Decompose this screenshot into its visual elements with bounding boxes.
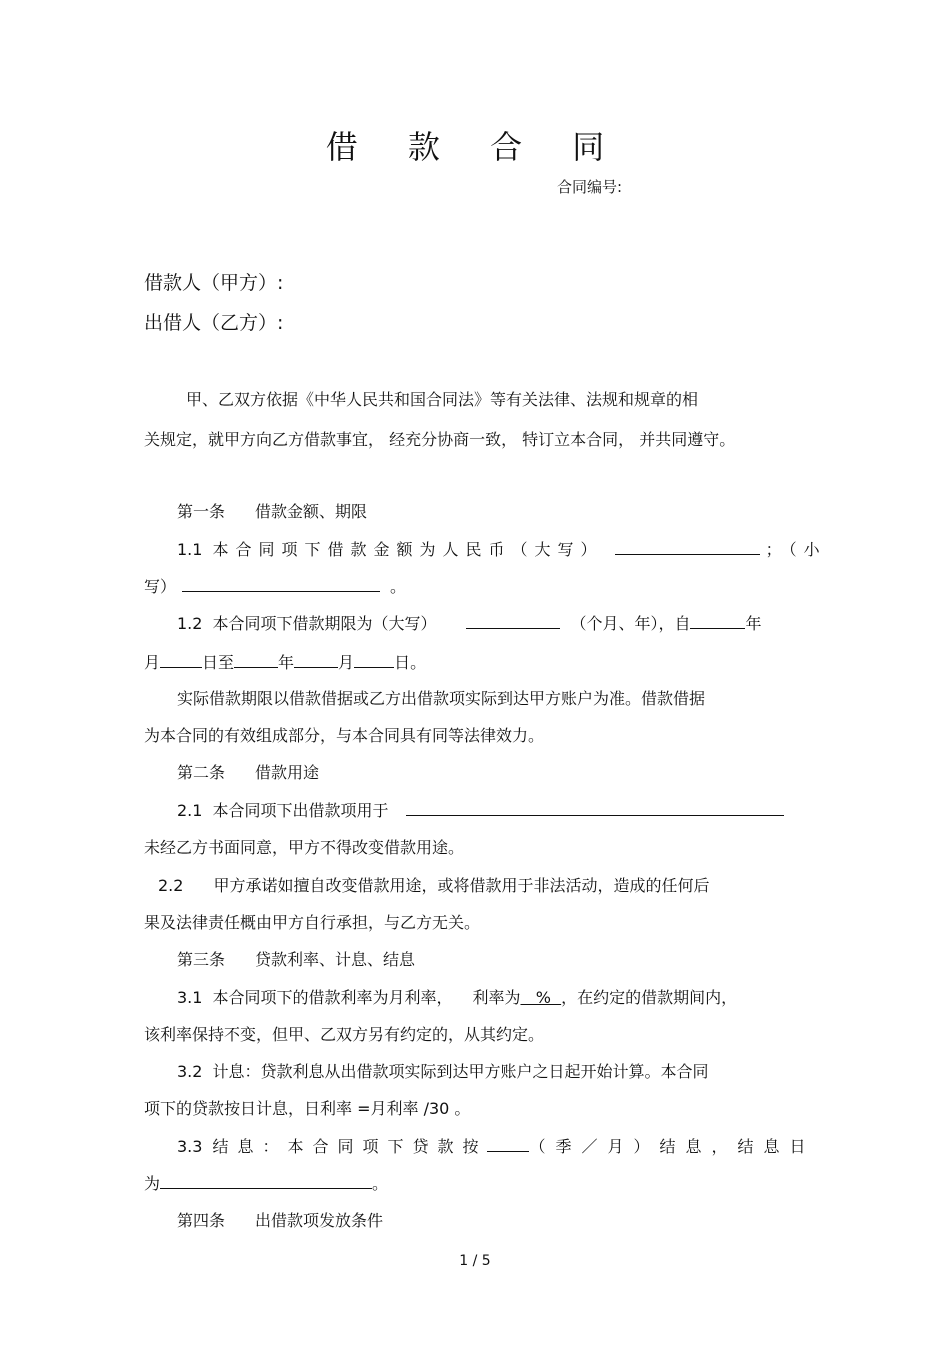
end-month-blank [294, 650, 338, 668]
clause-text-tail: （季／月）结息，结息日 [529, 1137, 816, 1156]
clause-number: 1.1 [177, 540, 203, 559]
borrower-label: 借款人（甲方）: [144, 272, 284, 294]
lender-label: 出借人（乙方）: [144, 312, 284, 334]
clause-number: 2.1 [177, 801, 203, 820]
month-label: 月 [338, 653, 355, 672]
settlement-date-blank [160, 1171, 372, 1189]
clause-text-tail: ；（小 [765, 540, 827, 559]
article-title: 贷款利率、计息、结息 [255, 950, 416, 969]
end-day-blank [354, 650, 394, 668]
clause-3-2-line-2: 项下的贷款按日计息，日利率 =月利率 /30 。 [144, 1099, 471, 1118]
amount-lowercase-blank [182, 574, 380, 592]
year-label: 年 [278, 653, 295, 672]
preamble-line-1: 甲、乙双方依据《中华人民共和国合同法》等有关法律、法规和规章的相 [186, 390, 699, 409]
clause-text: 本合同项下出借款项用于 [212, 801, 389, 820]
start-month-day-blank [160, 650, 202, 668]
clause-3-2 [177, 1059, 708, 1082]
clause-text: 本合同项下的借款利率为月利率， [212, 988, 453, 1007]
year-label: 年 [745, 614, 762, 633]
clause-1-note-line-1: 实际借款期限以借款借据或乙方出借款项实际到达甲方账户为准。借款借据 [177, 689, 706, 708]
clause-1-1 [177, 537, 827, 560]
amount-uppercase-blank [615, 537, 760, 555]
article-2-heading [177, 760, 319, 783]
clause-period: 。 [372, 1174, 389, 1193]
clause-text: 结息：本合同项下贷款按 [212, 1137, 488, 1156]
clause-text: 写） [144, 577, 177, 596]
page-number: 1 / 5 [459, 1253, 491, 1269]
clause-2-1 [177, 798, 784, 821]
clause-2-2 [158, 873, 709, 896]
contract-number-label: 合同编号: [557, 178, 623, 196]
clause-text: 计息：贷款利息从出借款项实际到达甲方账户之日起开始计算。本合同 [212, 1062, 709, 1081]
article-number: 第一条 [177, 502, 226, 521]
article-title: 出借款项发放条件 [255, 1211, 384, 1230]
clause-1-note-line-2: 为本合同的有效组成部分，与本合同具有同等法律效力。 [144, 726, 545, 745]
clause-period: 。 [390, 577, 407, 596]
clause-number: 3.3 [177, 1137, 203, 1156]
clause-number: 2.2 [158, 876, 184, 895]
article-number: 第四条 [177, 1211, 226, 1230]
rate-label: 利率为 [472, 988, 521, 1007]
clause-text-tail: ，在约定的借款期间内， [561, 988, 738, 1007]
article-number: 第三条 [177, 950, 226, 969]
day-end-label: 日。 [394, 653, 427, 672]
article-4-heading [177, 1208, 383, 1231]
term-blank [466, 611, 560, 629]
clause-3-1 [177, 985, 737, 1008]
clause-number: 3.2 [177, 1062, 203, 1081]
document-title: 借 款 合 同 [325, 128, 625, 166]
settlement-period-blank [487, 1134, 529, 1152]
clause-3-3 [177, 1134, 815, 1157]
clause-text: 本合同项下借款期限为（大写） [212, 614, 437, 633]
clause-3-3-line-2 [144, 1171, 388, 1194]
term-units: （个月、年），自 [570, 614, 691, 633]
month-label: 月 [144, 653, 161, 672]
clause-1-2 [177, 611, 762, 634]
article-number: 第二条 [177, 763, 226, 782]
article-title: 借款用途 [255, 763, 320, 782]
clause-text: 为 [144, 1174, 161, 1193]
loan-purpose-blank [406, 798, 784, 816]
clause-text: 本合同项下借款金额为人民币（大写） [212, 540, 604, 559]
rate-value: % [520, 988, 562, 1007]
clause-number: 3.1 [177, 988, 203, 1007]
article-1-heading [177, 499, 367, 522]
clause-2-2-line-2: 果及法律责任概由甲方自行承担，与乙方无关。 [144, 913, 481, 932]
end-year-blank [234, 650, 278, 668]
article-3-heading [177, 947, 415, 970]
clause-1-2-line-2 [144, 650, 426, 673]
clause-text: 甲方承诺如擅自改变借款用途，或将借款用于非法活动，造成的任何后 [213, 876, 710, 895]
day-to-label: 日至 [202, 653, 235, 672]
clause-2-1-line-2: 未经乙方书面同意，甲方不得改变借款用途。 [144, 838, 465, 857]
start-year-blank [690, 611, 745, 629]
article-title: 借款金额、期限 [255, 502, 368, 521]
clause-3-1-line-2: 该利率保持不变，但甲、乙双方另有约定的，从其约定。 [144, 1025, 545, 1044]
clause-1-1-line-2 [144, 574, 406, 597]
clause-number: 1.2 [177, 614, 203, 633]
preamble-line-2: 关规定，就甲方向乙方借款事宜， 经充分协商一致， 特订立本合同， 并共同遵守。 [144, 430, 736, 449]
